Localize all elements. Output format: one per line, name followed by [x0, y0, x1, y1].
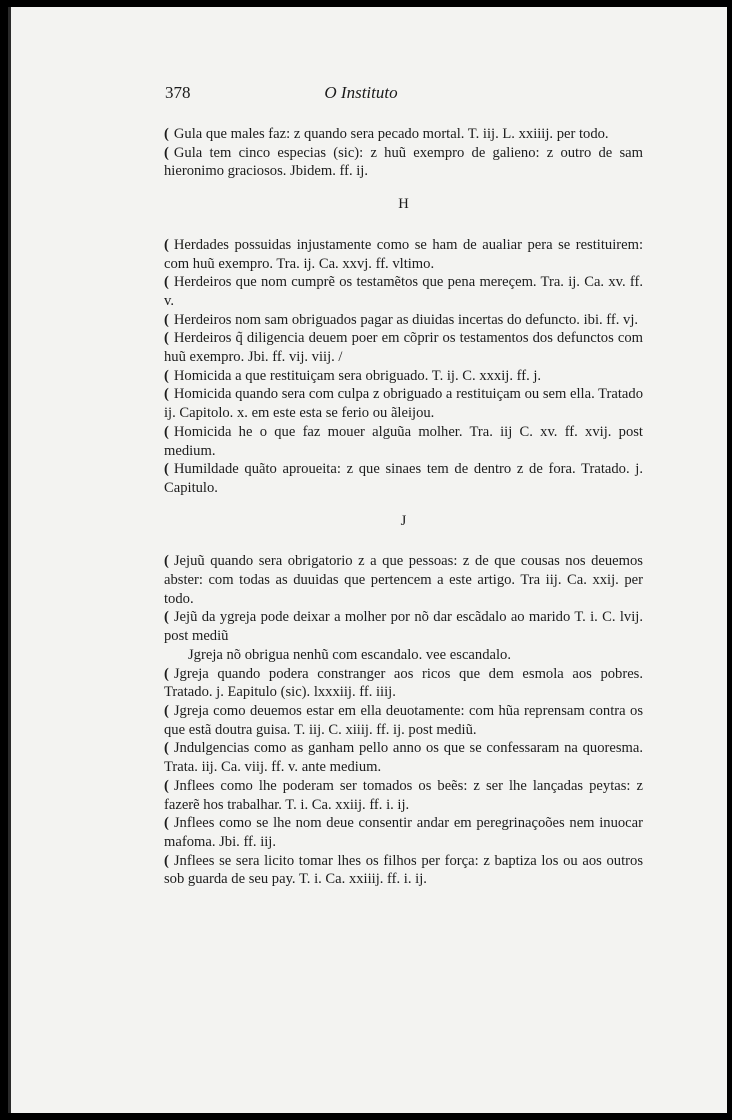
page-header	[11, 83, 727, 109]
entry-text: Homicida quando sera com culpa z obriguado a restituiçam ou sem ella. Tratado ij. Capitolo. x. em este esta se ferio ou ãleijou.	[164, 386, 643, 422]
index-entry	[164, 739, 643, 776]
section-letter-j: J	[400, 512, 407, 529]
book-page	[8, 7, 727, 1113]
paragraph-mark: (	[164, 367, 169, 384]
entry-text: Jejuũ quando sera obrigatorio z a que pessoas: z de que cousas nos deuemos abster: com todas as duuidas que pertencem a este artigo. Tra iij. Ca. xxij. per todo.	[164, 553, 643, 607]
paragraph-mark: (	[164, 740, 169, 757]
entry-text: Jnflees como se lhe nom deue consentir andar em peregrinaçoões nem inuocar mafoma. Jbi. ff. iij.	[164, 815, 643, 850]
paragraph-mark: (	[164, 126, 169, 142]
paragraph-mark: (	[164, 311, 169, 328]
index-entry	[164, 311, 643, 330]
index-entry	[164, 385, 643, 422]
index-entry	[164, 367, 643, 386]
index-entry	[164, 125, 643, 144]
paragraph-mark: (	[164, 386, 169, 403]
paragraph-mark: (	[164, 609, 169, 626]
paragraph-mark: (	[164, 777, 169, 794]
entry-text: Jgreja quando podera constranger aos ricos que dem esmola aos pobres. Tratado. j. Eapitulo (sic). lxxxiij. ff. iiij.	[164, 665, 643, 701]
page-number: 378	[165, 83, 191, 102]
entry-text: Jgreja como deuemos estar em ella deuotamente: com hũa reprensam contra os que estã doutra guisa. T. iij. C. xiiij. ff. ij. post mediũ.	[164, 702, 643, 738]
paragraph-mark: (	[164, 144, 169, 161]
index-entry	[164, 144, 643, 181]
entry-text: Gula que males faz: z quando sera pecado mortal. T. iij. L. xxiiij. per todo.	[173, 126, 609, 142]
index-entry	[164, 552, 643, 608]
entry-text: Jgreja nõ obrigua nenhũ com escandalo. vee escandalo.	[188, 646, 511, 663]
index-entry	[164, 273, 643, 310]
index-entry	[164, 423, 643, 460]
entry-text: Herdades possuidas injustamente como se ham de aualiar pera se restituirem: com huũ exempro. Tra. ij. Ca. xxvj. ff. vltimo.	[164, 236, 643, 272]
entry-text: Humildade quãto aproueita: z que sinaes tem de dentro z de fora. Tratado. j. Capitulo.	[164, 461, 643, 496]
entry-text: Gula tem cinco especias (sic): z huũ exempro de galieno: z outro de sam hieronimo graciosos. Jbidem. ff. ij.	[164, 144, 643, 180]
entry-text: Homicida he o que faz mouer alguũa molher. Tra. iij C. xv. ff. xvij. post medium.	[164, 423, 643, 459]
entry-text: Jndulgencias como as ganham pello anno os que se confessaram na quoresma. Trata. iij. Ca. viij. ff. v. ante medium.	[164, 740, 643, 776]
index-entry	[164, 460, 643, 497]
paragraph-mark: (	[164, 274, 169, 291]
running-title: O Instituto	[324, 83, 398, 102]
entry-text: Herdeiros que nom cumprẽ os testamẽtos que pena mereçem. Tra. ij. Ca. xv. ff. v.	[164, 274, 643, 309]
entry-text: Herdeiros nom sam obriguados pagar as diuidas incertas do defuncto. ibi. ff. vj.	[173, 311, 639, 328]
index-entry	[164, 777, 643, 814]
index-entry	[164, 852, 643, 889]
section-letter-h: H	[398, 196, 409, 213]
index-entry	[164, 329, 643, 366]
index-entry	[164, 608, 643, 645]
index-entry	[164, 665, 643, 702]
index-entry	[164, 646, 643, 665]
entry-text: Homicida a que restituiçam sera obriguado. T. ij. C. xxxij. ff. j.	[173, 367, 542, 384]
paragraph-mark: (	[164, 665, 169, 682]
entry-text: Herdeiros q̃ diligencia deuem poer em cõprir os testamentos dos defunctos com huũ exempro. Jbi. ff. vij. viij. /	[164, 330, 643, 366]
paragraph-mark: (	[164, 702, 169, 719]
index-entry	[164, 702, 643, 739]
index-text	[164, 125, 643, 889]
entry-text: Jnflees como lhe poderam ser tomados os beẽs: z ser lhe lançadas peytas: z fazerẽ hos trabalhar. T. i. Ca. xxiij. ff. i. ij.	[164, 777, 643, 813]
paragraph-mark: (	[164, 330, 169, 347]
entry-text: Jejũ da ygreja pode deixar a molher por nõ dar escãdalo ao marido T. i. C. lvij. post mediũ	[164, 609, 643, 645]
entry-text: Jnflees se sera licito tomar lhes os filhos per força: z baptiza los ou aos outros sob guarda de seu pay. T. i. Ca. xxiiij. ff. i. ij.	[164, 852, 643, 888]
paragraph-mark: (	[164, 236, 169, 253]
paragraph-mark: (	[164, 553, 169, 570]
paragraph-mark: (	[164, 423, 169, 440]
index-entry	[164, 236, 643, 273]
paragraph-mark: (	[164, 815, 169, 832]
index-entry	[164, 814, 643, 851]
paragraph-mark: (	[164, 852, 169, 869]
paragraph-mark: (	[164, 461, 169, 478]
